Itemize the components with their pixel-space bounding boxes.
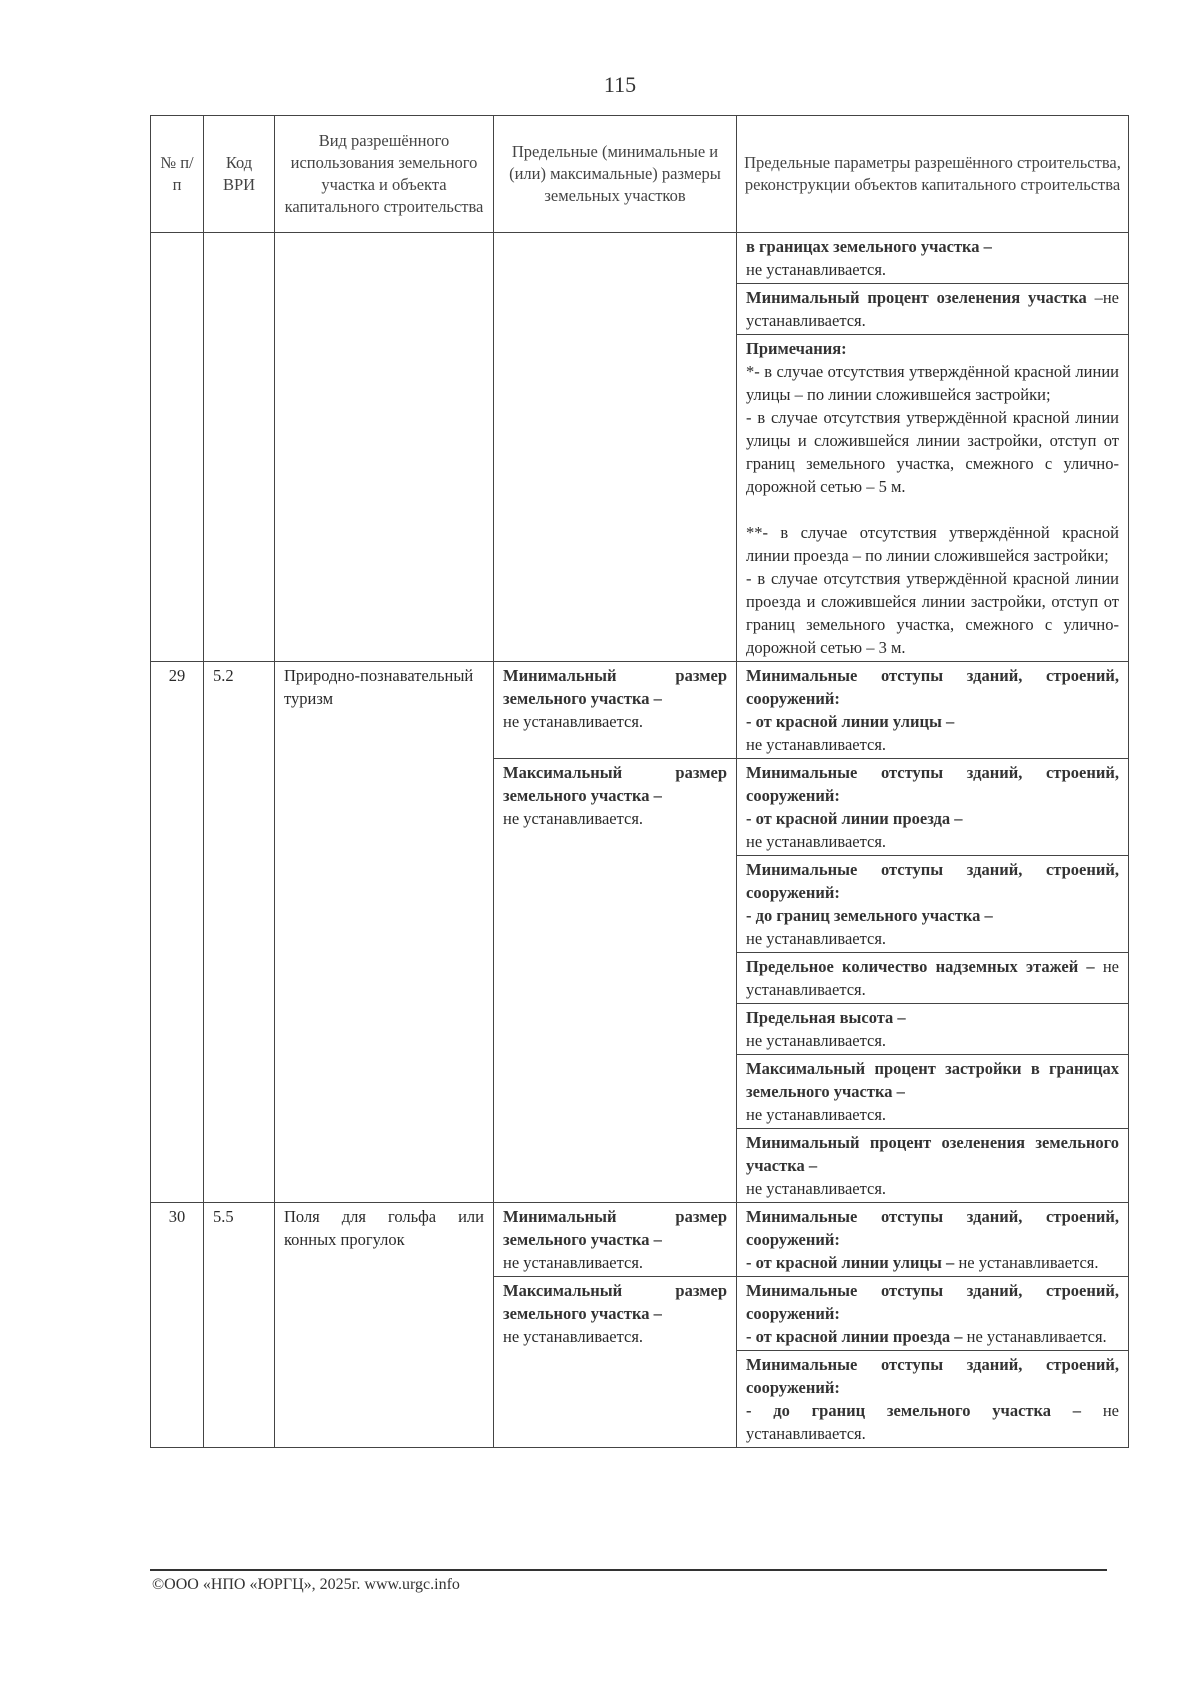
page-number: 115 (603, 72, 637, 97)
size-bold: Минимальный размер земельного участка – (503, 666, 727, 708)
header-code: Код ВРИ (204, 116, 275, 233)
param-item: - от красной линии улицы – (746, 1253, 959, 1272)
size-text: не устанавливается. (503, 712, 644, 731)
size-cell (494, 1277, 737, 1448)
size-cell (494, 759, 737, 1203)
param-text: –не устанавливается. (746, 288, 1119, 330)
param-cell (737, 1055, 1129, 1129)
param-bold: Минимальные отступы зданий, строений, сооружений: (746, 1207, 1119, 1249)
table-row-30 (151, 1203, 1129, 1277)
cell-num-empty (151, 233, 204, 662)
param-item: - от красной линии проезда – (746, 1327, 967, 1346)
size-text: не устанавливается. (503, 1253, 644, 1272)
param-text: не устанавливается. (746, 1179, 887, 1198)
param-text: не устанавливается. (746, 957, 1119, 999)
param-text: не устанавливается. (746, 1105, 887, 1124)
cell-code-empty (204, 233, 275, 662)
cell-kind-empty (275, 233, 494, 662)
param-bold: Минимальные отступы зданий, строений, сооружений: (746, 763, 1119, 805)
header-sizes: Предельные (минимальные и (или) максимальные) размеры земельных участков (494, 116, 737, 233)
param-text: не устанавливается. (746, 260, 887, 279)
cell-kind: Поля для гольфа или конных прогулок (275, 1203, 494, 1448)
regulations-table (150, 115, 1129, 1448)
cell-code: 5.2 (204, 662, 275, 1203)
param-bold: Минимальные отступы зданий, строений, сооружений: (746, 860, 1119, 902)
param-text: не устанавливается. (966, 1327, 1107, 1346)
note-item: - в случае отсутствия утверждённой красной линии улицы и сложившейся линии застройки, отступ от границ земельного участка, смежного с улично-дорожной сетью – 5 м. (746, 408, 1119, 496)
param-bold: Предельная высота – (746, 1008, 906, 1027)
param-bold: Максимальный процент застройки в границах земельного участка – (746, 1059, 1119, 1101)
param-text: не устанавливается. (746, 832, 887, 851)
table-row-29 (151, 662, 1129, 759)
footer-divider (150, 1569, 1107, 1571)
param-cell (737, 1351, 1129, 1448)
param-cell (737, 1004, 1129, 1055)
param-item: - от красной линии проезда – (746, 809, 963, 828)
param-bold: Минимальные отступы зданий, строений, сооружений: (746, 666, 1119, 708)
param-cell (737, 1129, 1129, 1203)
table-row-continuation (151, 233, 1129, 284)
param-cell (737, 233, 1129, 284)
param-bold: Предельное количество надземных этажей – (746, 957, 1095, 976)
notes-title: Примечания: (746, 339, 847, 358)
size-text: не устанавливается. (503, 809, 644, 828)
size-bold: Максимальный размер земельного участка – (503, 1281, 727, 1323)
param-cell (737, 662, 1129, 759)
note-item: - в случае отсутствия утверждённой красной линии проезда и сложившейся линии застройки, отступ от границ земельного участка, смежного с улично-дорожной сетью – 3 м. (746, 569, 1119, 657)
param-bold: Минимальные отступы зданий, строений, сооружений: (746, 1355, 1119, 1397)
cell-code: 5.5 (204, 1203, 275, 1448)
size-cell (494, 1203, 737, 1277)
cell-kind: Природно-познавательный туризм (275, 662, 494, 1203)
param-text: не устанавливается. (746, 1401, 1119, 1443)
size-bold: Максимальный размер земельного участка – (503, 763, 727, 805)
header-params: Предельные параметры разрешённого строительства, реконструкции объектов капитального строительства (737, 116, 1129, 233)
param-cell (737, 759, 1129, 856)
param-cell (737, 1203, 1129, 1277)
param-text: не устанавливается. (958, 1253, 1099, 1272)
param-bold: в границах земельного участка – (746, 237, 992, 256)
cell-num: 29 (151, 662, 204, 1203)
header-kind: Вид разрешённого использования земельного участка и объекта капитального строительства (275, 116, 494, 233)
param-bold: Минимальные отступы зданий, строений, сооружений: (746, 1281, 1119, 1323)
param-cell (737, 953, 1129, 1004)
param-text: не устанавливается. (746, 735, 887, 754)
param-item: - до границ земельного участка – (746, 906, 993, 925)
param-item: - от красной линии улицы – (746, 712, 955, 731)
footer-copyright: ©ООО «НПО «ЮРГЦ», 2025г. www.urgc.info (152, 1576, 460, 1593)
table-header-row (151, 116, 1129, 233)
note-item: *- в случае отсутствия утверждённой красной линии улицы – по линии сложившейся застройки; (746, 362, 1119, 404)
size-text: не устанавливается. (503, 1327, 644, 1346)
note-item: **- в случае отсутствия утверждённой красной линии проезда – по линии сложившейся застройки; (746, 523, 1119, 565)
header-num: № п/п (151, 116, 204, 233)
param-cell (737, 856, 1129, 953)
param-cell (737, 284, 1129, 335)
cell-num: 30 (151, 1203, 204, 1448)
param-bold: Минимальный процент озеленения участка (746, 288, 1087, 307)
cell-sizes-empty (494, 233, 737, 662)
notes-cell (737, 335, 1129, 662)
param-text: не устанавливается. (746, 1031, 887, 1050)
param-cell (737, 1277, 1129, 1351)
param-text: не устанавливается. (746, 929, 887, 948)
param-bold: Минимальный процент озеленения земельного участка – (746, 1133, 1119, 1175)
param-item: - до границ земельного участка – (746, 1401, 1103, 1420)
size-bold: Минимальный размер земельного участка – (503, 1207, 727, 1249)
size-cell (494, 662, 737, 759)
